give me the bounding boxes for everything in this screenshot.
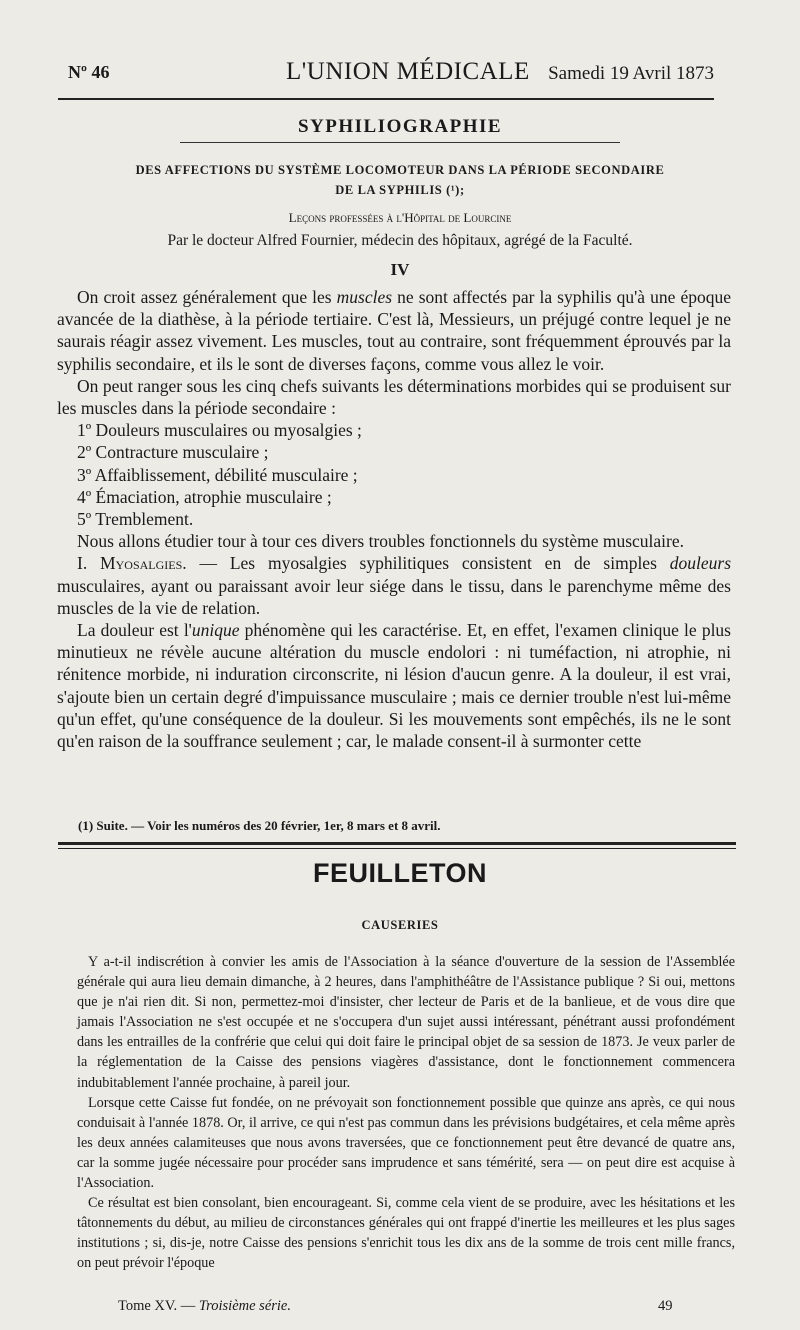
paragraph: Nous allons étudier tour à tour ces divers troubles fonctionnels du système musculaire. (77, 531, 685, 552)
article-heading-line-2: DE LA SYPHILIS (¹); (335, 183, 465, 197)
paragraph: La douleur est l'unique phénomène qui les caractérise. Et, en effet, l'examen clinique le plus minutieux ne révèle aucune altération du muscle endolori : ni tuméfaction, ni atrophie, ni rénitence morbide, ni induration circonscrite, ni lésion d'aucun genre. A la douleur, il est vrai, s'ajoute bien un certain degré d'impuissance musculaire ; mais ce dernier trouble n'est lui-même qu'un effet, qu'une conséquence de la douleur. Si les mouvements sont empêchés, ils ne le sont qu'en raison de la souffrance seulement ; car, le malade consent-il à surmonter cette (57, 620, 731, 752)
list-item: 5º Tremblement. (77, 509, 194, 530)
page-number: 49 (658, 1298, 673, 1314)
author-line: Par le docteur Alfred Fournier, médecin des hôpitaux, agrégé de la Faculté. (167, 232, 633, 249)
feuilleton-rule-thick (58, 842, 736, 845)
article-heading (60, 160, 740, 200)
section-rule (180, 142, 620, 143)
feuilleton-title: FEUILLETON (312, 858, 487, 888)
feuilleton-rule-thin (58, 848, 736, 849)
paragraph: On peut ranger sous les cinq chefs suivants les déterminations morbides qui se produisent sur les muscles dans la période secondaire : (57, 375, 731, 419)
list-item: 2º Contracture musculaire ; (77, 442, 269, 463)
issue-number: Nº 46 (68, 62, 110, 82)
section-title: SYPHILIOGRAPHIE (297, 116, 503, 137)
list-item: 1º Douleurs musculaires ou myosalgies ; (77, 420, 362, 441)
volume-footer: Tome XV. — Troisième série. (118, 1298, 291, 1314)
footnote: (1) Suite. — Voir les numéros des 20 février, 1er, 8 mars et 8 avril. (78, 818, 441, 833)
paragraph: I. Myosalgies. — Les myosalgies syphilitiques consistent en de simples douleurs musculaires, ayant ou paraissant avoir leur siége dans le tissu, dans le parenchyme même des muscles de la vie de relation. (57, 553, 731, 618)
feuilleton-body (77, 952, 735, 1274)
list-item: 3º Affaiblissement, débilité musculaire ; (77, 464, 358, 485)
paragraph: Lorsque cette Caisse fut fondée, on ne prévoyait son fonctionnement possible que quinze ans après, ce qui nous conduisait à l'année 1878. Or, il arrive, ce qui n'est pas commun dans les prévisions budgétaires, et cela même après les deux années calamiteuses que nous avons traversées, que ce fonctionnement peut être devancé de quatre ans, car la somme jugée nécessaire pour procéder sans imprudence et sans témérité, sera — on peut dire est acquise à l'Association. (77, 1094, 735, 1192)
lecture-venue: Leçons professées à l'Hôpital de Lourcine (288, 210, 512, 225)
paragraph: On croit assez généralement que les muscles ne sont affectés par la syphilis qu'à une époque avancée de la diathèse, à la période tertiaire. C'est là, Messieurs, un préjugé contre lequel je ne saurais réagir assez vivement. Les muscles, tout au contraire, sont fréquemment éprouvés par la syphilis secondaire, et ils le sont de diverses façons, comme vous allez le voir. (57, 287, 731, 374)
issue-date: Samedi 19 Avril 1873 (548, 63, 714, 84)
list-item: 4º Émaciation, atrophie musculaire ; (77, 486, 332, 507)
masthead-rule (58, 98, 714, 100)
chapter-number: IV (390, 260, 410, 279)
feuilleton-subtitle: CAUSERIES (361, 918, 439, 932)
paragraph: Ce résultat est bien consolant, bien encourageant. Si, comme cela vient de se produire, avec les hésitations et les tâtonnements du début, au milieu de circonstances générales qui ont frappé d'inertie les meilleures et les plus sages institutions ; si, dis-je, notre Caisse des pensions s'enrichit tous les dix ans de la somme de trois cent mille francs, on peut prévoir l'époque (77, 1195, 735, 1272)
article-heading-line-1: DES AFFECTIONS DU SYSTÈME LOCOMOTEUR DANS LA PÉRIODE SECONDAIRE (135, 163, 665, 177)
paragraph: Y a-t-il indiscrétion à convier les amis de l'Association à la séance d'ouverture de la session de l'Assemblée générale qui aura lieu demain dimanche, à 2 heures, dans l'amphithéâtre de l'Assistance publique ? Si oui, mettons que je n'ai rien dit. Si non, permettez-moi d'insister, cher lecteur de Paris et de la banlieue, et de vous dire que jamais l'Association ne s'est occupée et ne s'occupera d'un sujet aussi intéressant, pénétrant aussi profondément dans les entrailles de la confrérie que celui qui doit faire le principal objet de sa session de 1873. Je veux parler de la réglementation de la Caisse des pensions viagères d'assistance, dont le fonctionnement commencera indubitablement l'année prochaine, à pareil jour. (77, 954, 735, 1091)
article-body (57, 286, 731, 752)
masthead (68, 58, 718, 96)
journal-title: L'UNION MÉDICALE (286, 58, 530, 85)
